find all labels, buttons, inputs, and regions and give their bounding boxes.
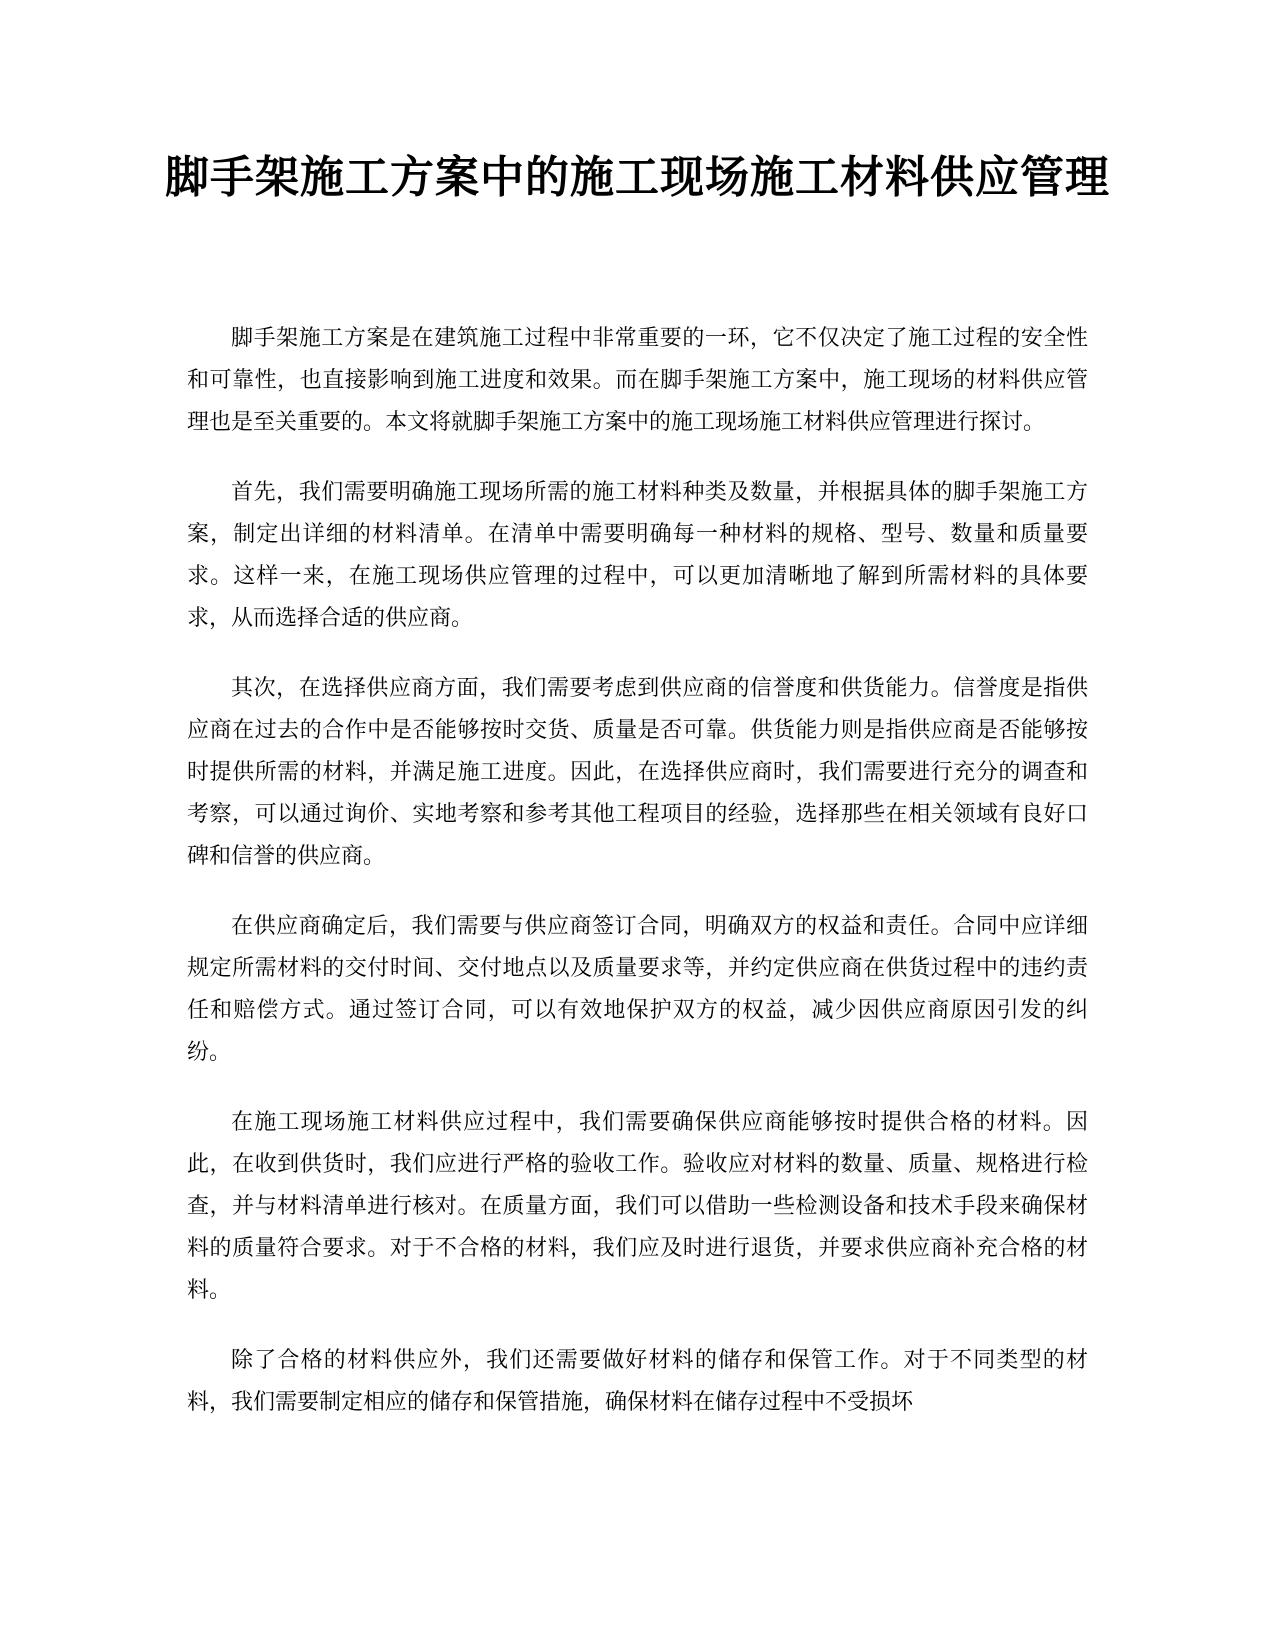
paragraph-supplier-selection: 其次，在选择供应商方面，我们需要考虑到供应商的信誉度和供货能力。信誉度是指供应商在过去的合作中是否能够按时交货、质量是否可靠。供货能力则是指供应商是否能够按时提供所需的材料，并满足施工进度。因此，在选择供应商时，我们需要进行充分的调查和考察，可以通过询价、实地考察和参考其他工程项目的经验，选择那些在相关领域有良好口碑和信誉的供应商。 bbox=[187, 676, 1088, 869]
document-title: 脚手架施工方案中的施工现场施工材料供应管理 bbox=[165, 152, 1110, 203]
paragraph-storage: 除了合格的材料供应外，我们还需要做好材料的储存和保管工作。对于不同类型的材料，我们需要制定相应的储存和保管措施，确保材料在储存过程中不受损坏 bbox=[187, 1348, 1088, 1415]
document-body bbox=[187, 318, 1088, 1452]
paragraph-material-list: 首先，我们需要明确施工现场所需的施工材料种类及数量，并根据具体的脚手架施工方案，制定出详细的材料清单。在清单中需要明确每一种材料的规格、型号、数量和质量要求。这样一来，在施工现场供应管理的过程中，可以更加清晰地了解到所需材料的具体要求，从而选择合适的供应商。 bbox=[187, 480, 1088, 631]
paragraph-intro: 脚手架施工方案是在建筑施工过程中非常重要的一环，它不仅决定了施工过程的安全性和可靠性，也直接影响到施工进度和效果。而在脚手架施工方案中，施工现场的材料供应管理也是至关重要的。本文将就脚手架施工方案中的施工现场施工材料供应管理进行探讨。 bbox=[187, 326, 1088, 435]
paragraph-contract: 在供应商确定后，我们需要与供应商签订合同，明确双方的权益和责任。合同中应详细规定所需材料的交付时间、交付地点以及质量要求等，并约定供应商在供货过程中的违约责任和赔偿方式。通过签订合同，可以有效地保护双方的权益，减少因供应商原因引发的纠纷。 bbox=[187, 914, 1088, 1065]
paragraph-acceptance: 在施工现场施工材料供应过程中，我们需要确保供应商能够按时提供合格的材料。因此，在收到供货时，我们应进行严格的验收工作。验收应对材料的数量、质量、规格进行检查，并与材料清单进行核对。在质量方面，我们可以借助一些检测设备和技术手段来确保材料的质量符合要求。对于不合格的材料，我们应及时进行退货，并要求供应商补充合格的材料。 bbox=[187, 1110, 1088, 1303]
